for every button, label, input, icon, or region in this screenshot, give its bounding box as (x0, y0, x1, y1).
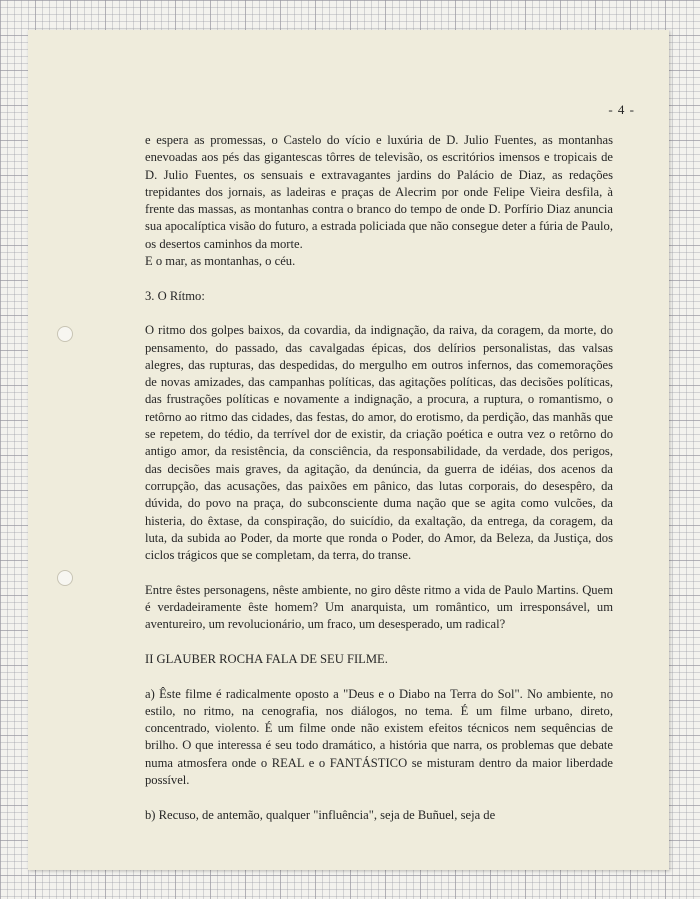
body-text (145, 132, 613, 824)
punch-hole (57, 570, 73, 586)
page-number: - 4 - (608, 102, 635, 117)
paragraph-item-b: b) Recuso, de antemão, qualquer "influência", seja de Buñuel, seja de (145, 807, 496, 822)
section-heading-glauber: II GLAUBER ROCHA FALA DE SEU FILME. (145, 651, 388, 666)
paragraph-locations: e espera as promessas, o Castelo do vício e luxúria de D. Julio Fuentes, as montanhas enevoadas aos pés das gigantescas tôrres de televisão, os escritórios imensos e tropicais de D. Julio Fuentes, os sensuais e extravagantes jardins do Palácio de Diaz, as redações trepidantes dos jornais, as ladeiras e praças de Alecrim por onde Felipe Vieira desfila, à frente das massas, as montanhas contra o branco do tempo de onde D. Porfírio Diaz anuncia sua apocalíptica visão do futuro, a estrada policiada que não consegue deter a fúria de Paulo, os desertos caminhos da morte. (145, 133, 613, 251)
document-page (28, 30, 669, 870)
spacer (145, 668, 613, 685)
paragraph-paulo-martins: Entre êstes personagens, nêste ambiente, no giro dêste ritmo a vida de Paulo Martins. Quem é verdadeiramente êste homem? Um anarquista, um romântico, um irresponsável, um aventureiro, um revolucionário, um fraco, um desesperado, um radical? (145, 582, 613, 632)
spacer (145, 305, 613, 322)
spacer (145, 789, 613, 806)
section-heading-rhythm: 3. O Rítmo: (145, 288, 205, 303)
paragraph-item-a: a) Êste filme é radicalmente oposto a "Deus e o Diabo na Terra do Sol". No ambiente, no estilo, no ritmo, na cenografia, nos diálogos, no tema. É um filme urbano, direto, concentrado, violento. É um filme onde não existem efeitos técnicos nem sequências de brilho. O que interessa é seu todo dramático, a história que narra, os problemas que debate numa atmosfera onde o REAL e o FANTÁSTICO se misturam dentro da maior liberdade possível. (145, 686, 613, 787)
spacer (145, 564, 613, 581)
punch-hole (57, 326, 73, 342)
paragraph-sea-mountains: E o mar, as montanhas, o céu. (145, 254, 296, 269)
spacer (145, 634, 613, 651)
paragraph-rhythm: O ritmo dos golpes baixos, da covardia, da indignação, da raiva, da coragem, da morte, do pensamento, do passado, das cavalgadas épicas, dos delírios personalistas, das valsas alegres, das rupturas, das despedidas, do mergulho em outros infernos, das comemorações de novas amizades, das campanhas políticas, das agitações políticas, das decisões políticas, das frustrações políticas e novamente a indignação, a procura, a ruptura, o romantismo, o retôrno ao ritmo das cidades, das festas, do amor, do erotismo, da perdição, das manhãs que se repetem, do tédio, da terrível dor de existir, da criação poética e outra vez o retôrno do antigo amor, da resistência, da consciência, da responsabilidade, da verdade, dos perigos, das decisões mais graves, da agitação, da denúncia, da guerra de idéias, dos acenos da corrupção, das acusações, das paixões em pânico, das lutas corporais, do desespêro, da dúvida, do povo na praça, do subconsciente duma nação que se agita como vulcões, da histeria, do êxtase, da conspiração, do suicídio, da exaltação, da entrega, da coragem, da luta, da subida ao Poder, da morte que ronda o Poder, do Amor, da Beleza, da Justiça, dos ciclos trágicos que se completam, da terra, do transe. (145, 323, 613, 563)
spacer (145, 270, 613, 287)
